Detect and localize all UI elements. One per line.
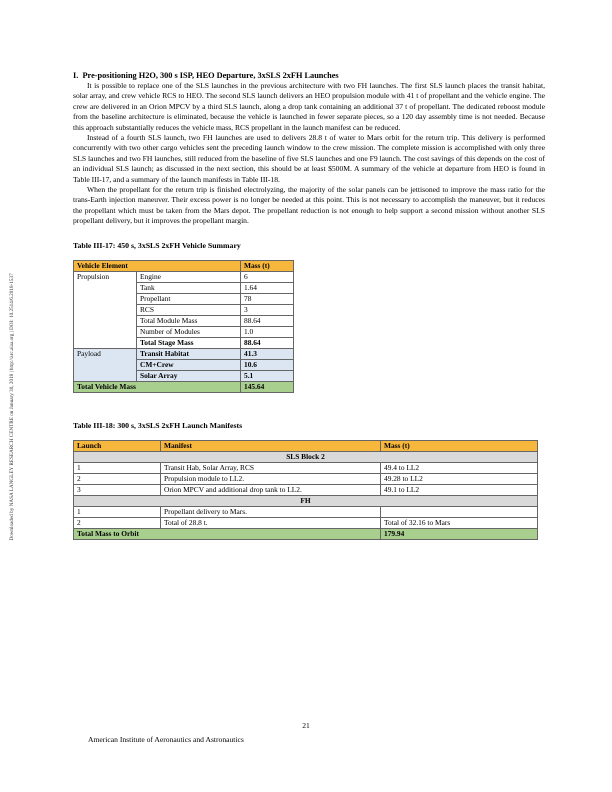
row-name: Solar Array [137, 370, 241, 381]
total-row [74, 381, 294, 392]
total-row [74, 528, 538, 539]
row-name: Engine [137, 271, 241, 282]
table-row [74, 348, 294, 359]
page-content [73, 71, 545, 540]
row-launch: 2 [74, 517, 161, 528]
row-mass: 49.28 to LL2 [381, 473, 538, 484]
row-mass: 49.1 to LL2 [381, 484, 538, 495]
row-mass: 1.0 [241, 326, 294, 337]
manifest-header: Manifest [161, 440, 381, 451]
mass-header: Mass (t) [381, 440, 538, 451]
row-mass: Total of 32.16 to Mars [381, 517, 538, 528]
table-row [74, 506, 538, 517]
row-name: Tank [137, 282, 241, 293]
row-manifest: Transit Hab, Solar Array, RCS [161, 462, 381, 473]
row-name: Number of Modules [137, 326, 241, 337]
row-mass: 1.64 [241, 282, 294, 293]
row-name: RCS [137, 304, 241, 315]
launch-manifest-table [73, 440, 538, 540]
fh-group: FH [74, 495, 538, 506]
footer-organization: American Institute of Aeronautics and Astronautics [88, 735, 244, 744]
row-launch: 3 [74, 484, 161, 495]
table-row [74, 517, 538, 528]
paragraph-2: Instead of a fourth SLS launch, two FH launches are used to delivers 28.8 t of water to Mars orbit for the return trip. This delivery is performed concurrently with two other cargo vehicles sent the preceding launch window to the crew mission. The complete mission is accomplished with only three SLS launches and two FH launches, still reduced from the baseline of five SLS launches and one F9 launch. The cost savings of this depends on the cost of an individual SLS launch; as discussed in the next section, this should be at least $500M. A summary of the vehicle at departure from HEO is found in Table III-17, and a summary of the launch manifests in Table III-18. [73, 133, 545, 184]
row-mass [381, 506, 538, 517]
row-mass: 78 [241, 293, 294, 304]
total-vehicle-mass-label: Total Vehicle Mass [74, 381, 241, 392]
row-manifest: Total of 28.8 t. [161, 517, 381, 528]
table-17-caption: Table III-17: 450 s, 3xSLS 2xFH Vehicle Summary [73, 240, 241, 250]
mass-header: Mass (t) [241, 260, 294, 271]
total-vehicle-mass-value: 145.64 [241, 381, 294, 392]
row-mass: 41.3 [241, 348, 294, 359]
page-number: 21 [302, 721, 310, 730]
row-launch: 1 [74, 462, 161, 473]
row-mass: 10.6 [241, 359, 294, 370]
row-name: Propellant [137, 293, 241, 304]
row-mass: 6 [241, 271, 294, 282]
table-row [74, 473, 538, 484]
download-watermark: Downloaded by NASA LANGLEY RESEARCH CENTRE on January 30, 2018 | http://arc.aiaa.org | DOI: 10.2514/6.2018-1537 [9, 273, 15, 541]
table-row [74, 484, 538, 495]
section-title: Pre-positioning H2O, 300 s ISP, HEO Departure, 3xSLS 2xFH Launches [82, 71, 339, 80]
total-mass-to-orbit-value: 179.94 [381, 528, 538, 539]
row-name: Total Module Mass [137, 315, 241, 326]
row-manifest: Orion MPCV and additional drop tank to LL2. [161, 484, 381, 495]
row-mass: 3 [241, 304, 294, 315]
propulsion-label: Propulsion [74, 271, 137, 348]
total-mass-to-orbit-label: Total Mass to Orbit [74, 528, 381, 539]
row-manifest: Propulsion module to LL2. [161, 473, 381, 484]
paragraph-1: It is possible to replace one of the SLS launches in the previous architecture with two FH launches. The first SLS launch places the transit habitat, solar array, and crew vehicle RCS to HEO. The second SLS launch delivers an HEO propulsion module with 41 t of propellant and the vehicle engine. The crew are delivered in an Orion MPCV by a third SLS launch, along a drop tank containing an additional 37 t of propellant. The dedicated reboost module from the baseline architecture is eliminated, because the vehicle is launched in fewer separate pieces, so a 120 day assembly time is not needed. Because this approach substantially reduces the vehicle mass, RCS propellant in the launch manifest can be reduced. [73, 81, 545, 132]
row-mass: 88.64 [241, 315, 294, 326]
vehicle-summary-table [73, 260, 294, 393]
section-heading [73, 71, 545, 80]
row-mass: 5.1 [241, 370, 294, 381]
section-number: I. [73, 71, 79, 80]
vehicle-element-header: Vehicle Element [74, 260, 241, 271]
table-row [74, 462, 538, 473]
paragraph-3: When the propellant for the return trip is finished electrolyzing, the majority of the solar panels can be jettisoned to improve the mass ratio for the trans-Earth injection maneuver. Their excess power is no longer be needed at this point. This is not necessary to accomplish the maneuver, but it reduces the propellant which must be taken from the Mars depot. The propellant reduction is not enough to help support a second mission without another SLS propellant delivery, but it improves the propellant margin. [73, 185, 545, 226]
row-launch: 1 [74, 506, 161, 517]
row-name: CM+Crew [137, 359, 241, 370]
row-name: Transit Habitat [137, 348, 241, 359]
table-18-caption: Table III-18: 300 s, 3xSLS 2xFH Launch Manifests [73, 420, 243, 430]
row-manifest: Propellant delivery to Mars. [161, 506, 381, 517]
table-row [74, 271, 294, 282]
row-mass: 88.64 [241, 337, 294, 348]
row-mass: 49.4 to LL2 [381, 462, 538, 473]
sls-block-2-group: SLS Block 2 [74, 451, 538, 462]
row-name: Total Stage Mass [137, 337, 241, 348]
row-launch: 2 [74, 473, 161, 484]
launch-header: Launch [74, 440, 161, 451]
payload-label: Payload [74, 348, 137, 381]
